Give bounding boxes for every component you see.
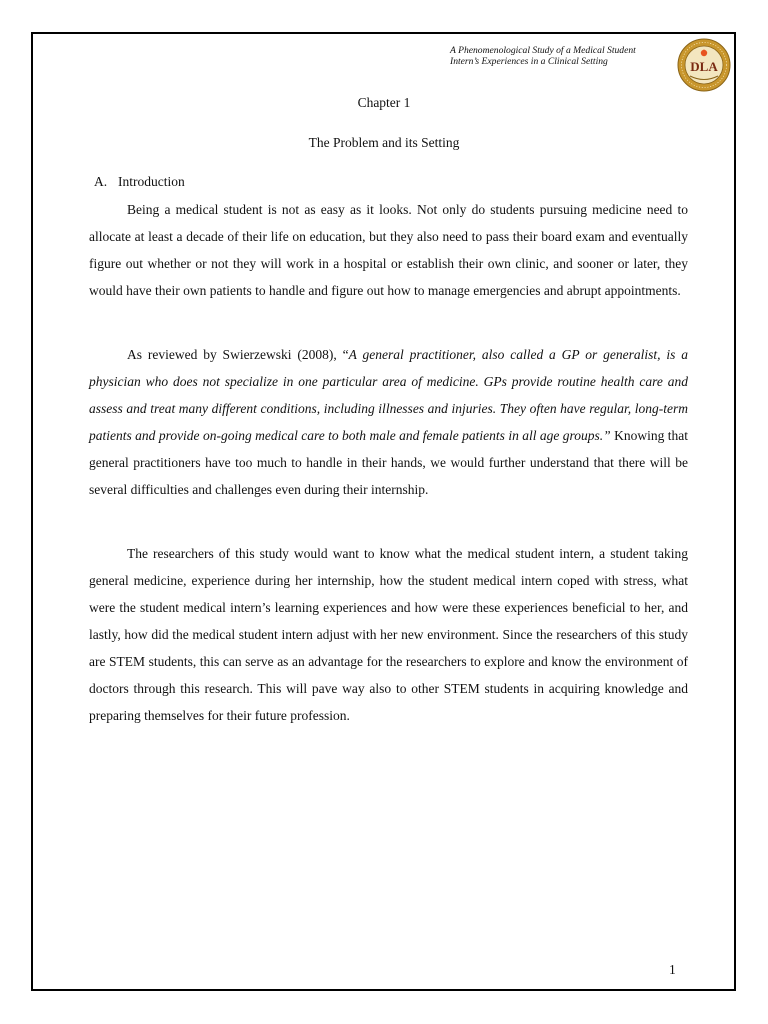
school-seal-logo-icon bbox=[677, 38, 731, 92]
section-letter: A. bbox=[94, 174, 108, 189]
chapter-label: Chapter 1 bbox=[357, 95, 411, 110]
paragraph-2-quote: A general practitioner, also called a GP or generalist, is a physician who does not specialize in one particular area of medicine. GPs provide routine health care and assess and treat many different conditions, including illnesses and injuries. They often have regular, long-term patients and provide on-going medical care to both male and female patients in all age groups.” bbox=[89, 347, 688, 443]
paragraph-2 bbox=[89, 341, 688, 503]
chapter-title: The Problem and its Setting bbox=[308, 135, 460, 150]
paragraph-2-lead: As reviewed by Swierzewski (2008), “ bbox=[127, 347, 349, 362]
paragraph-2-tail: Knowing that general practitioners have too much to handle in their hands, we would further understand that there will be several difficulties and challenges even during their internship. bbox=[89, 428, 688, 497]
page-number: 1 bbox=[669, 962, 676, 977]
section-title: Introduction bbox=[118, 174, 185, 189]
running-header-line-2: Intern’s Experiences in a Clinical Setting bbox=[450, 56, 608, 67]
running-header-line-1: A Phenomenological Study of a Medical Student bbox=[450, 45, 636, 56]
running-header bbox=[450, 45, 675, 67]
logo-abbreviation: DLA bbox=[690, 59, 718, 74]
section-heading bbox=[94, 174, 185, 190]
paragraph-3: The researchers of this study would want to know what the medical student intern, a student taking general medicine, experience during her internship, how the student medical intern coped with stress, what were the student medical intern’s learning experiences and how were these experiences beneficial to her, and lastly, how did the medical student intern adjust with her new environment. Since the researchers of this study are STEM students, this can serve as an advantage for the researchers to explore and know the environment of doctors through this research. This will pave way also to other STEM students in acquiring knowledge and preparing themselves for their future profession. bbox=[89, 546, 688, 723]
paragraph-1: Being a medical student is not as easy as it looks. Not only do students pursuing medicine need to allocate at least a decade of their life on education, but they also need to pass their board exam and eventually figure out whether or not they will work in a hospital or establish their own clinic, and sooner or later, they would have their own patients to handle and figure out how to manage emergencies and abrupt appointments. bbox=[89, 202, 688, 298]
